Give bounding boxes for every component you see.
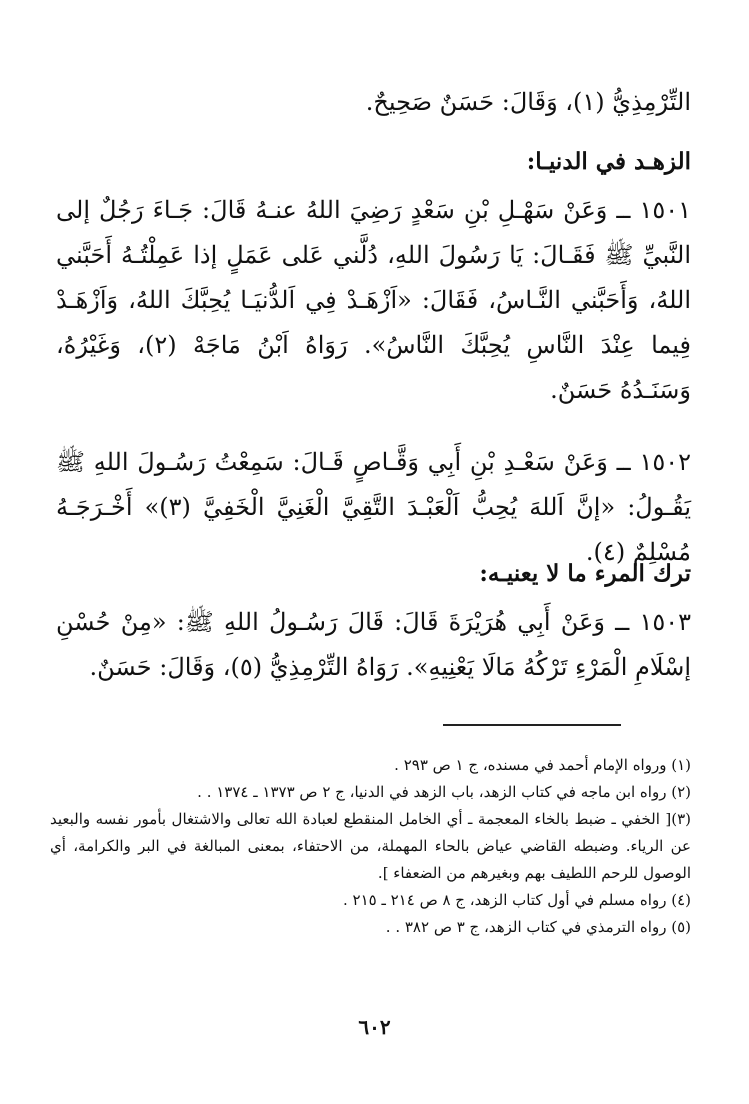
footnote-1: (١) ورواه الإمام أحمد في مسنده، ج ١ ص ٢٩٣ . (394, 756, 691, 774)
footnote-4: (٤) رواه مسلم في أول كتاب الزهد، ج ٨ ص ٢١٤ ـ ٢١٥ . (342, 891, 691, 909)
opening-line: التِّرْمِذِيُّ (١)، وَقَالَ: حَسَنٌ صَحِيحٌ. (365, 88, 691, 116)
footnote-separator (443, 724, 621, 726)
footnote-3: (٣)[ الخفي ـ ضبط بالخاء المعجمة ـ أي الخامل المنقطع لعبادة الله تعالى والاشتغال بأمور نفسه والبعيد عن الرياء. وضبطه القاضي عياض بالحاء المهملة، من الاحتفاء، بمعنى المبالغة في البر والكرامة، أي الوصول للرحم اللطيف بهم وبغيرهم من الضعفاء ]. (50, 810, 691, 882)
section-heading-tark: ترك المرء ما لا يعنيـه: (479, 560, 691, 587)
hadith-paragraph-1501: ١٥٠١ ــ وَعَنْ سَهْـلِ بْنِ سَعْدٍ رَضِيَ اللهُ عنـهُ قَالَ: جَـاءَ رَجُلٌ إلى النَّبيِّ ﷺ فَقَـالَ: يَا رَسُولَ اللهِ، دُلَّني عَلى عَمَلٍ إذا عَمِلْتُـهُ أَحَبَّني اللهُ، وَأَحَبَّني النَّـاسُ، فَقَالَ: «اَزْهَـدْ فِي اَلدُّنيَـا يُحِبَّكَ اللهُ، وَاَزْهَـدْ فِيما عِنْدَ النَّاسِ يُحِبَّكَ النَّاسُ». رَوَاهُ اَبْنُ مَاجَهْ (٢)، وَغَيْرُهُ، وَسَنَـدُهُ حَسَنٌ. (56, 196, 692, 404)
footnotes (0, 752, 749, 941)
section-heading-zuhd: الزهـد في الدنيـا: (526, 148, 691, 175)
footnote-2: (٢) رواه ابن ماجه في كتاب الزهد، باب الزهد في الدنيا، ج ٢ ص ١٣٧٣ ـ ١٣٧٤ . . (197, 783, 691, 801)
hadith-paragraph-1503: ١٥٠٣ ــ وَعَنْ أَبِي هُرَيْرَةَ قَالَ: قَالَ رَسُـولُ اللهِ ﷺ: «مِنْ حُسْنِ إسْلَامِ الْمَرْءِ تَرْكُهُ مَالَا يَعْنِيهِ». رَوَاهُ التِّرْمِذِيُّ (٥)، وَقَالَ: حَسَنٌ. (56, 608, 691, 681)
footnote-5: (٥) رواه الترمذي في كتاب الزهد، ج ٣ ص ٣٨٢ . . (385, 918, 691, 936)
page-number: ٦٠٢ (358, 1015, 391, 1039)
hadith-paragraph-1502: ١٥٠٢ ــ وَعَنْ سَعْـدِ بْنِ أَبِي وَقَّـاصٍ قَـالَ: سَمِعْتُ رَسُـولَ اللهِ ﷺ يَقُـولُ: «إنَّ اَللهَ يُحِبُّ اَلْعَبْـدَ التَّقِيَّ الْغَنِيَّ الْخَفِيَّ (٣)» أَخْـرَجَـهُ مُسْلِمٌ (٤). (56, 448, 691, 566)
